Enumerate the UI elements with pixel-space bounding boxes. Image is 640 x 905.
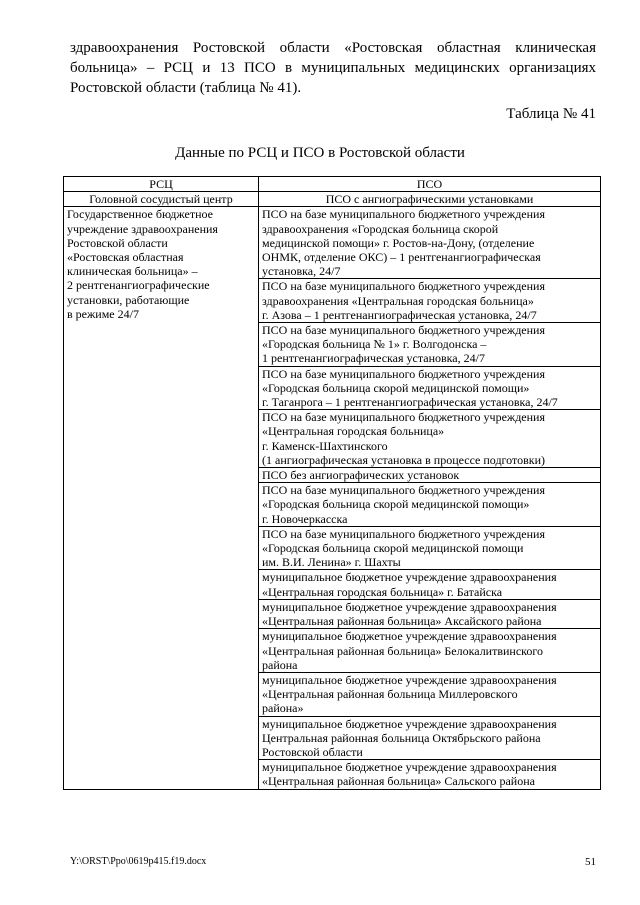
pso-cell-line: «Центральная районная больница Миллеровского — [262, 687, 518, 702]
rsc-pso-table — [63, 176, 601, 790]
intro-line: больница» – РСЦ и 13 ПСО в муниципальных медицинских организациях — [70, 60, 596, 76]
pso-cell — [259, 410, 601, 468]
rsc-cell-line: установки, работающие — [67, 292, 190, 307]
pso-cell — [259, 279, 601, 323]
pso-cell-line: г. Каменск-Шахтинского — [262, 438, 388, 453]
pso-cell-line: г. Азова – 1 рентгенангиографическая установка, 24/7 — [262, 307, 537, 322]
pso-cell — [259, 526, 601, 570]
pso-cell-line: «Центральная городская больница» г. Батайска — [262, 584, 503, 599]
rsc-cell-line: 2 рентгенангиографические — [67, 278, 210, 293]
pso-cell — [259, 629, 601, 673]
rsc-cell-line: Государственное бюджетное — [67, 207, 213, 222]
rsc-cell-line: учреждение здравоохранения — [67, 221, 218, 236]
pso-cell-line: ПСО на базе муниципального бюджетного учреждения — [262, 279, 545, 294]
table-row — [64, 207, 601, 279]
rsc-cell-line: клиническая больница» – — [67, 264, 198, 279]
header-cell-rsc: РСЦ — [64, 177, 259, 192]
pso-cell-line: муниципальное бюджетное учреждение здравоохранения — [262, 570, 557, 585]
pso-cell — [259, 323, 601, 367]
pso-cell-line: «Городская больница скорой медицинской помощи» — [262, 380, 530, 395]
table-number: Таблица № 41 — [506, 106, 596, 122]
pso-cell-line: ПСО без ангиографических установок — [262, 468, 460, 483]
intro-line: здравоохранения Ростовской области «Ростовская областная клиническая — [70, 40, 596, 56]
pso-cell — [259, 672, 601, 716]
table-subheader-row — [64, 192, 601, 207]
pso-cell-line: ПСО на базе муниципального бюджетного учреждения — [262, 410, 545, 425]
pso-cell-line: ПСО на базе муниципального бюджетного учреждения — [262, 207, 545, 222]
table-header-row — [64, 177, 601, 192]
header-cell-pso: ПСО — [259, 177, 601, 192]
pso-cell-line: г. Таганрога – 1 рентгенангиографическая установка, 24/7 — [262, 395, 558, 410]
pso-cell — [259, 366, 601, 410]
pso-cell — [259, 207, 601, 279]
subheader-cell-pso: ПСО с ангиографическими установками — [259, 192, 601, 207]
pso-cell-line: ПСО на базе муниципального бюджетного учреждения — [262, 366, 545, 381]
pso-cell — [259, 599, 601, 628]
pso-cell-line: Центральная районная больница Октябрьского района — [262, 730, 541, 745]
footer-page-number: 51 — [585, 856, 596, 868]
pso-cell — [259, 483, 601, 527]
pso-cell-line: ПСО на базе муниципального бюджетного учреждения — [262, 323, 545, 338]
rsc-cell-line: в режиме 24/7 — [67, 306, 139, 321]
rsc-cell — [64, 207, 259, 789]
pso-cell-line: «Центральная городская больница» — [262, 424, 445, 439]
pso-cell-line: 1 рентгенангиографическая установка, 24/7 — [262, 351, 485, 366]
pso-cell-line: муниципальное бюджетное учреждение здравоохранения — [262, 716, 557, 731]
pso-cell-line: района — [262, 657, 298, 672]
pso-cell — [259, 468, 601, 483]
pso-cell — [259, 760, 601, 789]
pso-cell-line: района» — [262, 701, 304, 716]
pso-cell — [259, 570, 601, 599]
pso-cell-line: «Центральная районная больница» Аксайского района — [262, 614, 542, 629]
pso-cell-line: муниципальное бюджетное учреждение здравоохранения — [262, 672, 557, 687]
pso-cell — [259, 716, 601, 760]
rsc-cell-line: «Ростовская областная — [67, 250, 184, 265]
pso-cell-line: ОНМК, отделение ОКС) – 1 рентгенангиографическая — [262, 250, 541, 265]
pso-cell-line: «Центральная районная больница» Белокалитвинского — [262, 643, 544, 658]
pso-cell-line: (1 ангиографическая установка в процессе подготовки) — [262, 452, 546, 467]
pso-cell-line: Ростовской области — [262, 744, 363, 759]
intro-line: Ростовской области (таблица № 41). — [70, 80, 302, 96]
pso-cell-line: ПСО на базе муниципального бюджетного учреждения — [262, 483, 545, 498]
pso-cell-line: «Городская больница скорой медицинской помощи — [262, 541, 524, 556]
pso-cell-line: «Городская больница № 1» г. Волгодонска – — [262, 337, 487, 352]
table-caption: Данные по РСЦ и ПСО в Ростовской области — [175, 145, 465, 161]
rsc-cell-line: Ростовской области — [67, 235, 168, 250]
pso-cell-line: им. В.И. Ленина» г. Шахты — [262, 555, 401, 570]
pso-cell-line: здравоохранения «Городская больница скорой — [262, 221, 499, 236]
subheader-cell-rsc: Головной сосудистый центр — [64, 192, 259, 207]
pso-cell-line: «Центральная районная больница» Сальского района — [262, 774, 535, 789]
pso-cell-line: ПСО на базе муниципального бюджетного учреждения — [262, 526, 545, 541]
pso-cell-line: медицинской помощи» г. Ростов-на-Дону, (отделение — [262, 235, 535, 250]
footer-file-path: Y:\ORST\Ppo\0619p415.f19.docx — [70, 856, 207, 867]
pso-cell-line: «Городская больница скорой медицинской помощи» — [262, 497, 530, 512]
pso-cell-line: установка, 24/7 — [262, 264, 341, 279]
pso-cell-line: здравоохранения «Центральная городская больница» — [262, 293, 534, 308]
pso-cell-line: муниципальное бюджетное учреждение здравоохранения — [262, 599, 557, 614]
pso-cell-line: муниципальное бюджетное учреждение здравоохранения — [262, 629, 557, 644]
intro-paragraph — [70, 38, 596, 98]
pso-cell-line: муниципальное бюджетное учреждение здравоохранения — [262, 760, 557, 775]
pso-cell-line: г. Новочеркасска — [262, 511, 348, 526]
